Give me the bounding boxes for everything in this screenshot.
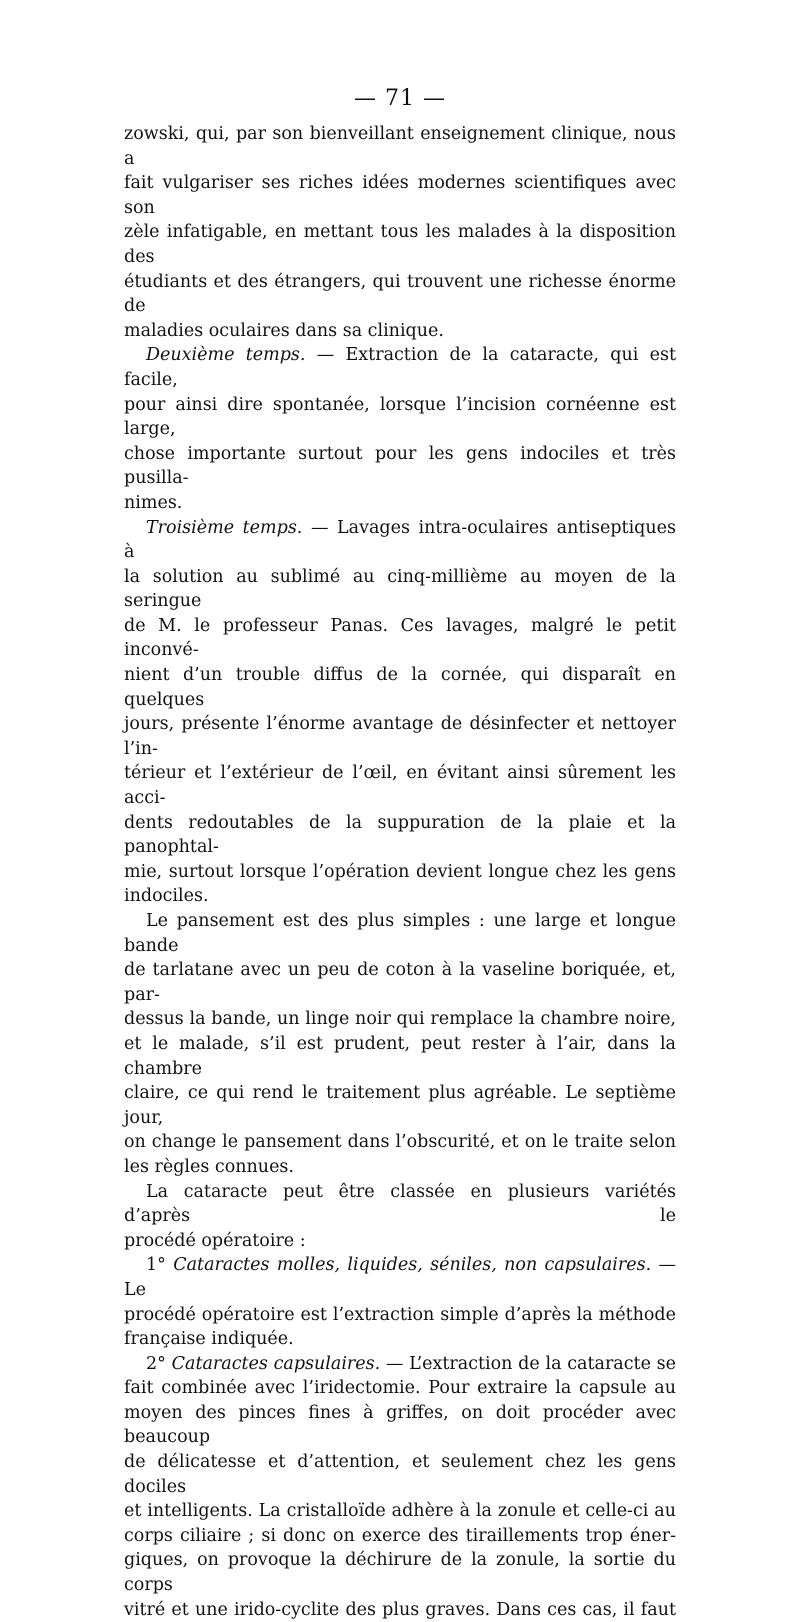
- text-segment: — Extraction de la cataracte, qui est facile,: [124, 345, 676, 390]
- text-line: [124, 122, 676, 171]
- text-line: [124, 220, 676, 269]
- page-number: — 71 —: [354, 86, 446, 111]
- text-line: [124, 1155, 676, 1180]
- text-segment: claire, ce qui rend le traitement plus agréable. Le septième jour,: [124, 1083, 676, 1128]
- text-segment: et le malade, s’il est prudent, peut rester à l’air, dans la chambre: [124, 1033, 676, 1079]
- text-segment: zèle infatigable, en mettant tous les malades à la disposition des: [124, 222, 676, 267]
- text-line: [124, 1524, 676, 1549]
- text-segment: dents redoutables de la suppuration de la plaie et la panophtal-: [124, 812, 676, 858]
- text-segment: 1°: [146, 1255, 174, 1276]
- text-segment: pour ainsi dire spontanée, lorsque l’incision cornéenne est large,: [124, 394, 676, 440]
- text-segment: française indiquée.: [124, 1329, 294, 1350]
- text-line: [124, 1327, 676, 1352]
- text-segment: étudiants et des étrangers, qui trouvent une richesse énorme de: [124, 271, 676, 317]
- text-segment: de M. le professeur Panas. Ces lavages, malgré le petit inconvé-: [124, 615, 676, 661]
- text-line: [124, 663, 676, 712]
- text-segment: de tarlatane avec un peu de coton à la vaseline boriquée, et, par-: [124, 960, 676, 1005]
- text-segment: maladies oculaires dans sa clinique.: [124, 320, 444, 341]
- text-line: [124, 516, 676, 565]
- text-line: [124, 1499, 676, 1524]
- text-segment: fait vulgariser ses riches idées modernes scientifiques avec son: [124, 173, 676, 218]
- text-segment: procédé opératoire est l’extraction simple d’après la méthode: [124, 1304, 676, 1325]
- text-segment: — L’extraction de la cataracte se: [380, 1353, 676, 1374]
- text-line: [124, 1352, 676, 1377]
- text-segment: Le pansement est des plus simples : une large et longue bande: [124, 911, 676, 956]
- text-line: [124, 1032, 676, 1081]
- text-line: [124, 1303, 676, 1328]
- text-segment: dessus la bande, un linge noir qui remplace la chambre noire,: [124, 1009, 676, 1030]
- text-segment: et intelligents. La cristalloïde adhère à la zonule et celle-ci au: [124, 1501, 676, 1522]
- text-segment: — Lavages intra-oculaires antiseptiques à: [124, 517, 676, 563]
- text-segment: zowski, qui, par son bienveillant enseignement clinique, nous a: [124, 124, 676, 169]
- text-segment: moyen des pinces fines à griffes, on doit procéder avec beaucoup: [124, 1402, 676, 1448]
- text-segment: chose importante surtout pour les gens indociles et très pusilla-: [124, 443, 676, 489]
- text-segment: — Le: [124, 1255, 676, 1300]
- text-segment: la solution au sublimé au cinq-millième au moyen de la seringue: [124, 566, 676, 612]
- text-line: [124, 393, 676, 442]
- text-line: [124, 1401, 676, 1450]
- text-segment: les règles connues.: [124, 1156, 294, 1177]
- text-line: [124, 958, 676, 1007]
- text-line: [124, 1229, 676, 1254]
- text-segment: vitré et une irido-cyclite des plus graves. Dans ces cas, il faut: [124, 1599, 676, 1620]
- text-segment: mie, surtout lorsque l’opération devient longue chez les gens: [124, 861, 676, 882]
- text-segment: on change le pansement dans l’obscurité, et on le traite selon: [124, 1132, 676, 1153]
- body-text: [124, 122, 676, 1622]
- text-line: [124, 860, 676, 885]
- text-line: [124, 909, 676, 958]
- text-segment: giques, on provoque la déchirure de la zonule, la sortie du corps: [124, 1550, 676, 1596]
- text-line: [124, 1376, 676, 1401]
- text-segment: jours, présente l’énorme avantage de désinfecter et nettoyer l’in-: [124, 714, 676, 759]
- text-segment: de délicatesse et d’attention, et seulement chez les gens dociles: [124, 1452, 676, 1497]
- italic-text: Cataractes capsulaires.: [171, 1353, 381, 1374]
- text-line: [124, 712, 676, 761]
- text-line: [124, 1180, 676, 1229]
- text-line: [124, 614, 676, 663]
- text-segment: nient d’un trouble diffus de la cornée, qui disparaît en quelques: [124, 665, 676, 710]
- text-line: [124, 1548, 676, 1597]
- text-segment: indociles.: [124, 886, 209, 907]
- text-line: [124, 884, 676, 909]
- text-line: [124, 1598, 676, 1622]
- text-line: [124, 1081, 676, 1130]
- italic-text: Deuxième temps.: [146, 345, 306, 366]
- text-line: [124, 319, 676, 344]
- text-line: [124, 565, 676, 614]
- text-line: [124, 1253, 676, 1302]
- text-line: [124, 1130, 676, 1155]
- text-line: [124, 270, 676, 319]
- text-segment: La cataracte peut être classée en plusieurs variétés d’après le: [124, 1181, 676, 1227]
- text-line: [124, 343, 676, 392]
- text-line: [124, 1007, 676, 1032]
- italic-text: Troisième temps.: [146, 517, 303, 538]
- text-line: [124, 1450, 676, 1499]
- text-segment: corps ciliaire ; si donc on exerce des tiraillements trop éner-: [124, 1525, 676, 1546]
- text-line: [124, 171, 676, 220]
- text-line: [124, 491, 676, 516]
- text-line: [124, 761, 676, 810]
- italic-text: Cataractes molles, liquides, séniles, non capsulaires.: [173, 1255, 652, 1276]
- text-segment: 2°: [146, 1353, 172, 1374]
- text-segment: fait combinée avec l’iridectomie. Pour extraire la capsule au: [124, 1378, 676, 1399]
- text-segment: procédé opératoire :: [124, 1230, 306, 1251]
- text-line: [124, 811, 676, 860]
- text-line: [124, 442, 676, 491]
- text-segment: nimes.: [124, 492, 183, 513]
- text-segment: térieur et l’extérieur de l’œil, en évitant ainsi sûrement les acci-: [124, 763, 676, 809]
